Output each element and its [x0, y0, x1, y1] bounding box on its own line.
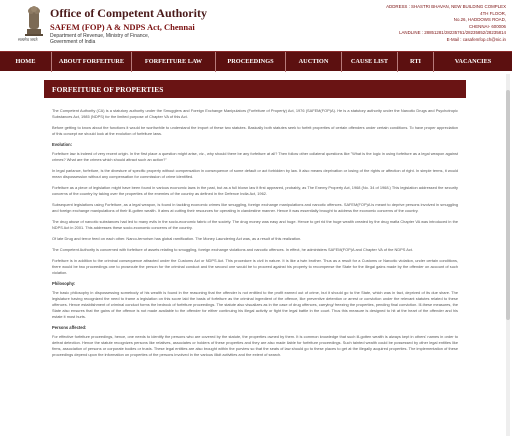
nav-proceedings[interactable]: PROCEEDINGS — [216, 52, 286, 72]
paragraph: The Competent Authority is concerned with forfeiture of assets relating to smuggling, foreign exchange violations and narcotic offences. In effect, he administers SAFEM(FOP)A and Chapter VA of the NDPS Act. — [52, 247, 413, 252]
paragraph: Forfeiture is in addition to the criminal consequence attracted under the Customs Act or NDPS Act. This procedure is civil in nature. It is like a twin brother. Thus as a result for a Customs or Narcotic violation, under certain conditions, there would be two proceedings one to prosecute the person for the criminal conduct and the second one would be to proceed against his property to recompense the State for the illegal gains made by the offender on account of such violation. — [52, 258, 458, 275]
org-block — [50, 6, 207, 45]
dept-line-1: Department of Revenue, Ministry of Finance, — [50, 33, 150, 39]
paragraph: For effective forfeiture proceedings, hence, one needs to identify the persons who are covered by the statute, the properties owned by them. It is common knowledge that such ill-gotten wealth is always kept in others' names in order to defeat detection. Hence the statute recognizes persons like relatives, associates or holders of these properties and they are also made liable for forfeiture proceedings. Such tainted wealth could be possessed by other legal entities like firms, association of persons or corporate bodies or trusts. These legal entities are also brought within the purview so that the seats of law should go to these places to get at the illegally acquired properties. The implementation of these proceedings depend upon the information on properties of the persons involved in the various illicit activities and the extent of search. — [52, 334, 458, 357]
article-body — [44, 98, 466, 358]
site-header — [0, 0, 512, 50]
scrollbar-thumb[interactable] — [506, 90, 510, 320]
paragraph: Of late Drug and terror feed on each other. Narco-terrorism has global ramification. The Money Laundering Act was, as a result of this realization. — [52, 236, 302, 241]
section-heading-philosophy: Philosophy: — [52, 281, 76, 286]
paragraph: Forfeiture as a piece of legislation might have been found in various economic laws in the past, but as a full blown law it first appeared, probably, as The Enemy Property Act, 1968 (No. 34 of 1968.) This legislation addressed the security concerns of the country by taking over the properties of the enemies of the country as defined in the Defence India Act, 1962. — [52, 185, 458, 196]
paragraph: The Competent Authority (CA) is a statutory authority under the Smugglers and Foreign Exchange Manipulators (Forfeiture of Property) Act, 1976 (SAFEM(FOP)A). He is a statutory authority under the Narcotic Drugs and Psychotropic Substances Act, 1985 (NDPS) for the limited purpose of Chapter VA of this Act. — [52, 108, 458, 119]
dept-line-2: Government of India — [50, 39, 96, 45]
main-navigation — [0, 51, 512, 71]
phone-line: LANDLINE : 28851281/28235761/28235852/28235814 — [399, 30, 506, 36]
paragraph: Subsequent legislations using Forfeiture, as a legal weapon, is found in tackling economic crimes like smuggling, foreign exchange manipulations and narcotic offences. SAFEM(FOP)A is meant to deprive persons involved in smuggling and foreign exchange manipulations of their ill-gotten wealth. It aims at cutting their resources for operating in clandestine manner. Hence it was essentially brought to address the economic concerns of the country. — [52, 202, 458, 213]
section-heading-persons-affected: Persons affected: — [52, 325, 87, 330]
address-line-4: CHENNAI- 600006 — [468, 23, 506, 29]
section-heading-evolution: Evolution: — [52, 142, 73, 147]
main-content — [44, 80, 466, 436]
paragraph: The drug abuse of narcotic substances had led to many evils in the socio-economic fabric of the society. The drug money was easy and huge. Hence to get rid the huge wealth created by the drug mafia Chapter VA was introduced in the NDPS Act in 2001. This addresses these socio-economic concerns of the country. — [52, 219, 458, 230]
paragraph: Before getting to know about the functions it would be worthwhile to understand the import of these two statutes. Basically both statutes seek to forfeit properties of certain offenders under certain conditions. To have proper appreciation of this concept we should look at the evolution of forfeiture laws. — [52, 125, 458, 136]
page-title-bar — [44, 80, 466, 98]
address-line-2: 4TH FLOOR, — [480, 10, 506, 16]
paragraph: Forfeiture law is indeed of very recent origin. In the first place a question might arise, viz., why should there be any forfeiture at all? Then follow other collateral questions like "What is the logic in using forfeiture as a legal weapon against crimes? What are the crimes which should attract such an action?" — [52, 151, 458, 162]
address-block — [386, 4, 506, 44]
site-subtitle: SAFEM (FOP) A & NDPS Act, Chennai — [50, 22, 195, 32]
nav-forfeiture-law[interactable]: FORFEITURE LAW — [132, 52, 216, 72]
nav-cause-list[interactable]: CAUSE LIST — [342, 52, 398, 72]
nav-home[interactable]: HOME — [0, 52, 52, 72]
address-line-3: No.26, HADDOWS ROAD, — [453, 17, 506, 23]
paragraph: In legal parlance, forfeiture, is the divesture of specific property without compensation in consequence of some default or act forbidden by law. It also means deprivation or losing of the rights or affection of right. In simple terms, it would mean dispossession without any compensation for commission of crime identified. — [52, 168, 458, 179]
paragraph: The basic philosophy in dispossessing somebody of his wealth is found in the reasoning that the offender is not entitled to the profit earned out of crime, but it should go to the State, which was in fact, deprived of its due share. The legislature having recognized the need to frame a legislation on this score laid the basis of forfeiture as the criminal ingredient of the offence, like preventive detention or arrest or conviction under the relevant statutes related to these offences. Hence establishment of criminal conduct forms the bedrock of forfeiture proceedings. The statute also visualizes as in the case of drug offences, carrying/ freezing the properties, pending final conviction. Ill-these measures, the State also ensures that the gains of the offence is not made available to the offender for either continuing his illegal activity or fight the legal battle in the court. Thus this measure is designed to hit at the heart of the offender and his estate it most hurts. — [52, 290, 458, 319]
address-line-1: ADDRESS : SHASTRI BHAVAN, NEW BUILDING COMPLEX — [386, 4, 506, 9]
nav-rti[interactable]: RTI — [398, 52, 434, 72]
site-title: Office of Competent Authority — [50, 6, 207, 20]
emblem-caption: सत्यमेव जयते — [18, 37, 38, 42]
nav-about-forfeiture[interactable]: ABOUT FORFEITURE — [52, 52, 132, 72]
nav-vacancies[interactable]: VACANCIES — [454, 58, 492, 65]
email-link[interactable]: E-Mail : casafemfop.ch@nic.in — [446, 36, 506, 42]
nav-auction[interactable]: AUCTION — [286, 52, 342, 72]
page-title: FORFEITURE OF PROPERTIES — [52, 84, 164, 94]
